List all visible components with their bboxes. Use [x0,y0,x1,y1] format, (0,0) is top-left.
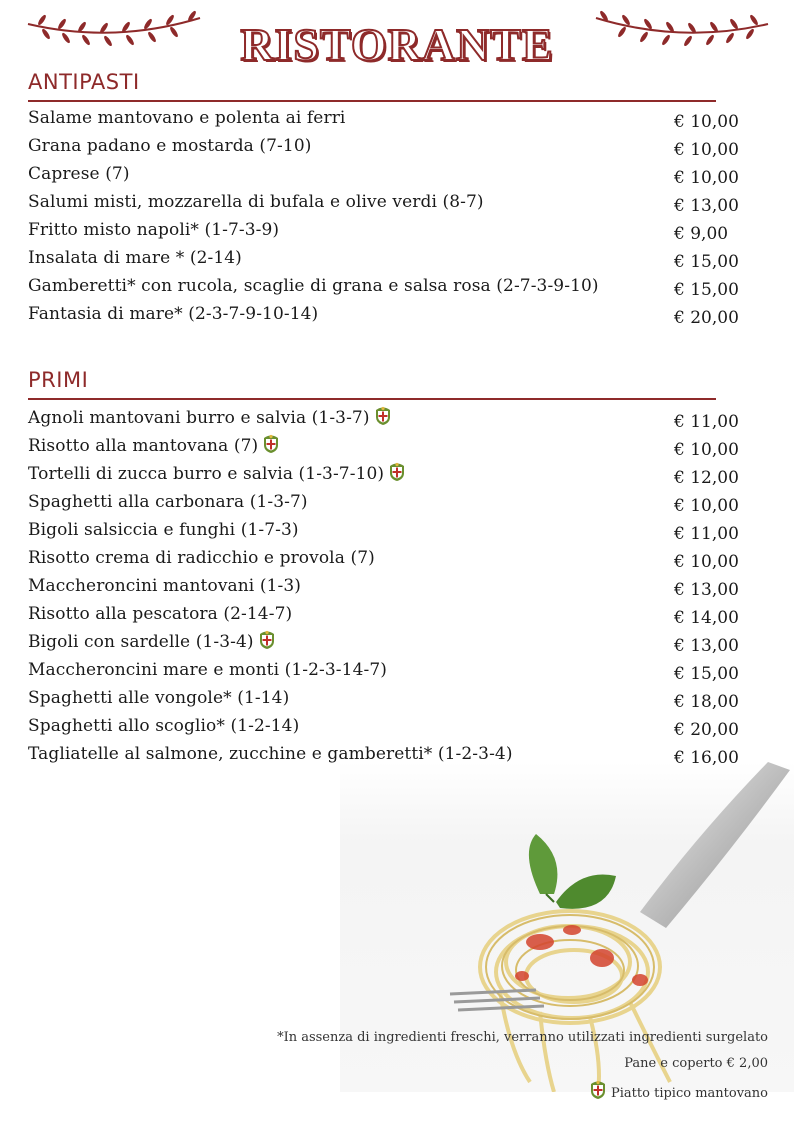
dish-name [28,714,299,738]
primi-menu-item [28,686,748,714]
dish-name [28,462,406,489]
dish-name [28,518,299,542]
dish-price: € 13,00 [674,196,739,216]
dish-name [28,162,130,186]
antipasti-menu-item [28,274,748,302]
dish-name [28,406,392,433]
dish-name-text: Tortelli di zucca burro e salvia (1-3-7-10) [28,464,385,484]
dish-name [28,246,242,270]
dish-name-text: Grana padano e mostarda (7-10) [28,136,312,156]
dish-name-text: Gamberetti* con rucola, scaglie di grana e salsa rosa (2-7-3-9-10) [28,276,599,296]
typical-dish-legend [585,1080,768,1104]
dish-price: € 16,00 [674,748,739,768]
dish-price: € 10,00 [674,496,739,516]
antipasti-menu-item [28,106,748,134]
primi-menu-item [28,518,748,546]
dish-price: € 10,00 [674,112,739,132]
dish-name [28,742,513,766]
dish-price: € 10,00 [674,552,739,572]
primi-menu-item [28,406,748,434]
dish-name [28,546,375,570]
section-title-primi: PRIMI [28,368,89,392]
dish-name-text: Bigoli con sardelle (1-3-4) [28,632,254,652]
dish-price: € 13,00 [674,580,739,600]
primi-menu-item [28,434,748,462]
dish-price: € 20,00 [674,720,739,740]
dish-name-text: Risotto alla pescatora (2-14-7) [28,604,293,624]
cover-charge-note: Pane e coperto € 2,00 [624,1056,768,1071]
dish-price: € 11,00 [674,412,739,432]
antipasti-menu-item [28,190,748,218]
section-title-antipasti: ANTIPASTI [28,70,140,94]
dish-price: € 20,00 [674,308,739,328]
antipasti-menu-item [28,218,748,246]
dish-price: € 10,00 [674,168,739,188]
dish-name-text: Maccheroncini mantovani (1-3) [28,576,301,596]
dish-name-text: Salumi misti, mozzarella di bufala e olive verdi (8-7) [28,192,484,212]
frozen-ingredients-note: *In assenza di ingredienti freschi, verranno utilizzati ingredienti surgelato [277,1030,768,1045]
dish-price: € 12,00 [674,468,739,488]
section-divider [28,398,716,400]
antipasti-menu-item [28,302,748,330]
dish-name-text: Risotto crema di radicchio e provola (7) [28,548,375,568]
dish-name [28,658,387,682]
dish-name [28,602,292,626]
typical-dish-legend-label: Piatto tipico mantovano [611,1086,768,1101]
dish-name [28,218,279,242]
dish-name-text: Fantasia di mare* (2-3-7-9-10-14) [28,304,319,324]
dish-name-text: Bigoli salsiccia e funghi (1-7-3) [28,520,299,540]
dish-name [28,574,301,598]
dish-name-text: Maccheroncini mare e monti (1-2-3-14-7) [28,660,387,680]
dish-name-text: Risotto alla mantovana (7) [28,436,259,456]
primi-list [28,406,748,770]
section-divider [28,100,716,102]
primi-menu-item [28,630,748,658]
antipasti-menu-item [28,134,748,162]
primi-menu-item [28,574,748,602]
mantua-crest-icon [258,630,276,657]
dish-price: € 9,00 [674,224,729,244]
mantua-crest-icon [374,406,392,433]
dish-name-text: Spaghetti alla carbonara (1-3-7) [28,492,308,512]
antipasti-menu-item [28,246,748,274]
dish-name [28,274,599,298]
dish-price: € 15,00 [674,664,739,684]
primi-menu-item [28,658,748,686]
dish-price: € 10,00 [674,140,739,160]
dish-price: € 15,00 [674,252,739,272]
dish-price: € 18,00 [674,692,739,712]
dish-name-text: Salame mantovano e polenta ai ferri [28,108,346,128]
mantua-crest-icon [262,434,280,461]
dish-name [28,630,276,657]
dish-name-text: Tagliatelle al salmone, zucchine e gamberetti* (1-2-3-4) [28,744,513,764]
dish-price: € 14,00 [674,608,739,628]
dish-name-text: Caprese (7) [28,164,130,184]
primi-menu-item [28,490,748,518]
antipasti-list [28,106,748,330]
primi-menu-item [28,462,748,490]
dish-name [28,190,484,214]
dish-price: € 11,00 [674,524,739,544]
dish-name-text: Spaghetti alle vongole* (1-14) [28,688,290,708]
primi-menu-item [28,546,748,574]
dish-price: € 13,00 [674,636,739,656]
mantua-crest-icon [388,462,406,489]
dish-name [28,134,311,158]
restaurant-title: RISTORANTE [240,19,554,70]
dish-name-text: Spaghetti allo scoglio* (1-2-14) [28,716,300,736]
dish-name-text: Insalata di mare * (2-14) [28,248,242,268]
dish-name-text: Agnoli mantovani burro e salvia (1-3-7) [28,408,370,428]
dish-name [28,490,308,514]
mantua-crest-icon [589,1080,607,1104]
dish-name [28,302,318,326]
dish-name [28,106,345,130]
primi-menu-item [28,742,748,770]
dish-price: € 15,00 [674,280,739,300]
dish-name-text: Fritto misto napoli* (1-7-3-9) [28,220,280,240]
antipasti-menu-item [28,162,748,190]
primi-menu-item [28,602,748,630]
primi-menu-item [28,714,748,742]
dish-name [28,434,280,461]
dish-name [28,686,289,710]
dish-price: € 10,00 [674,440,739,460]
